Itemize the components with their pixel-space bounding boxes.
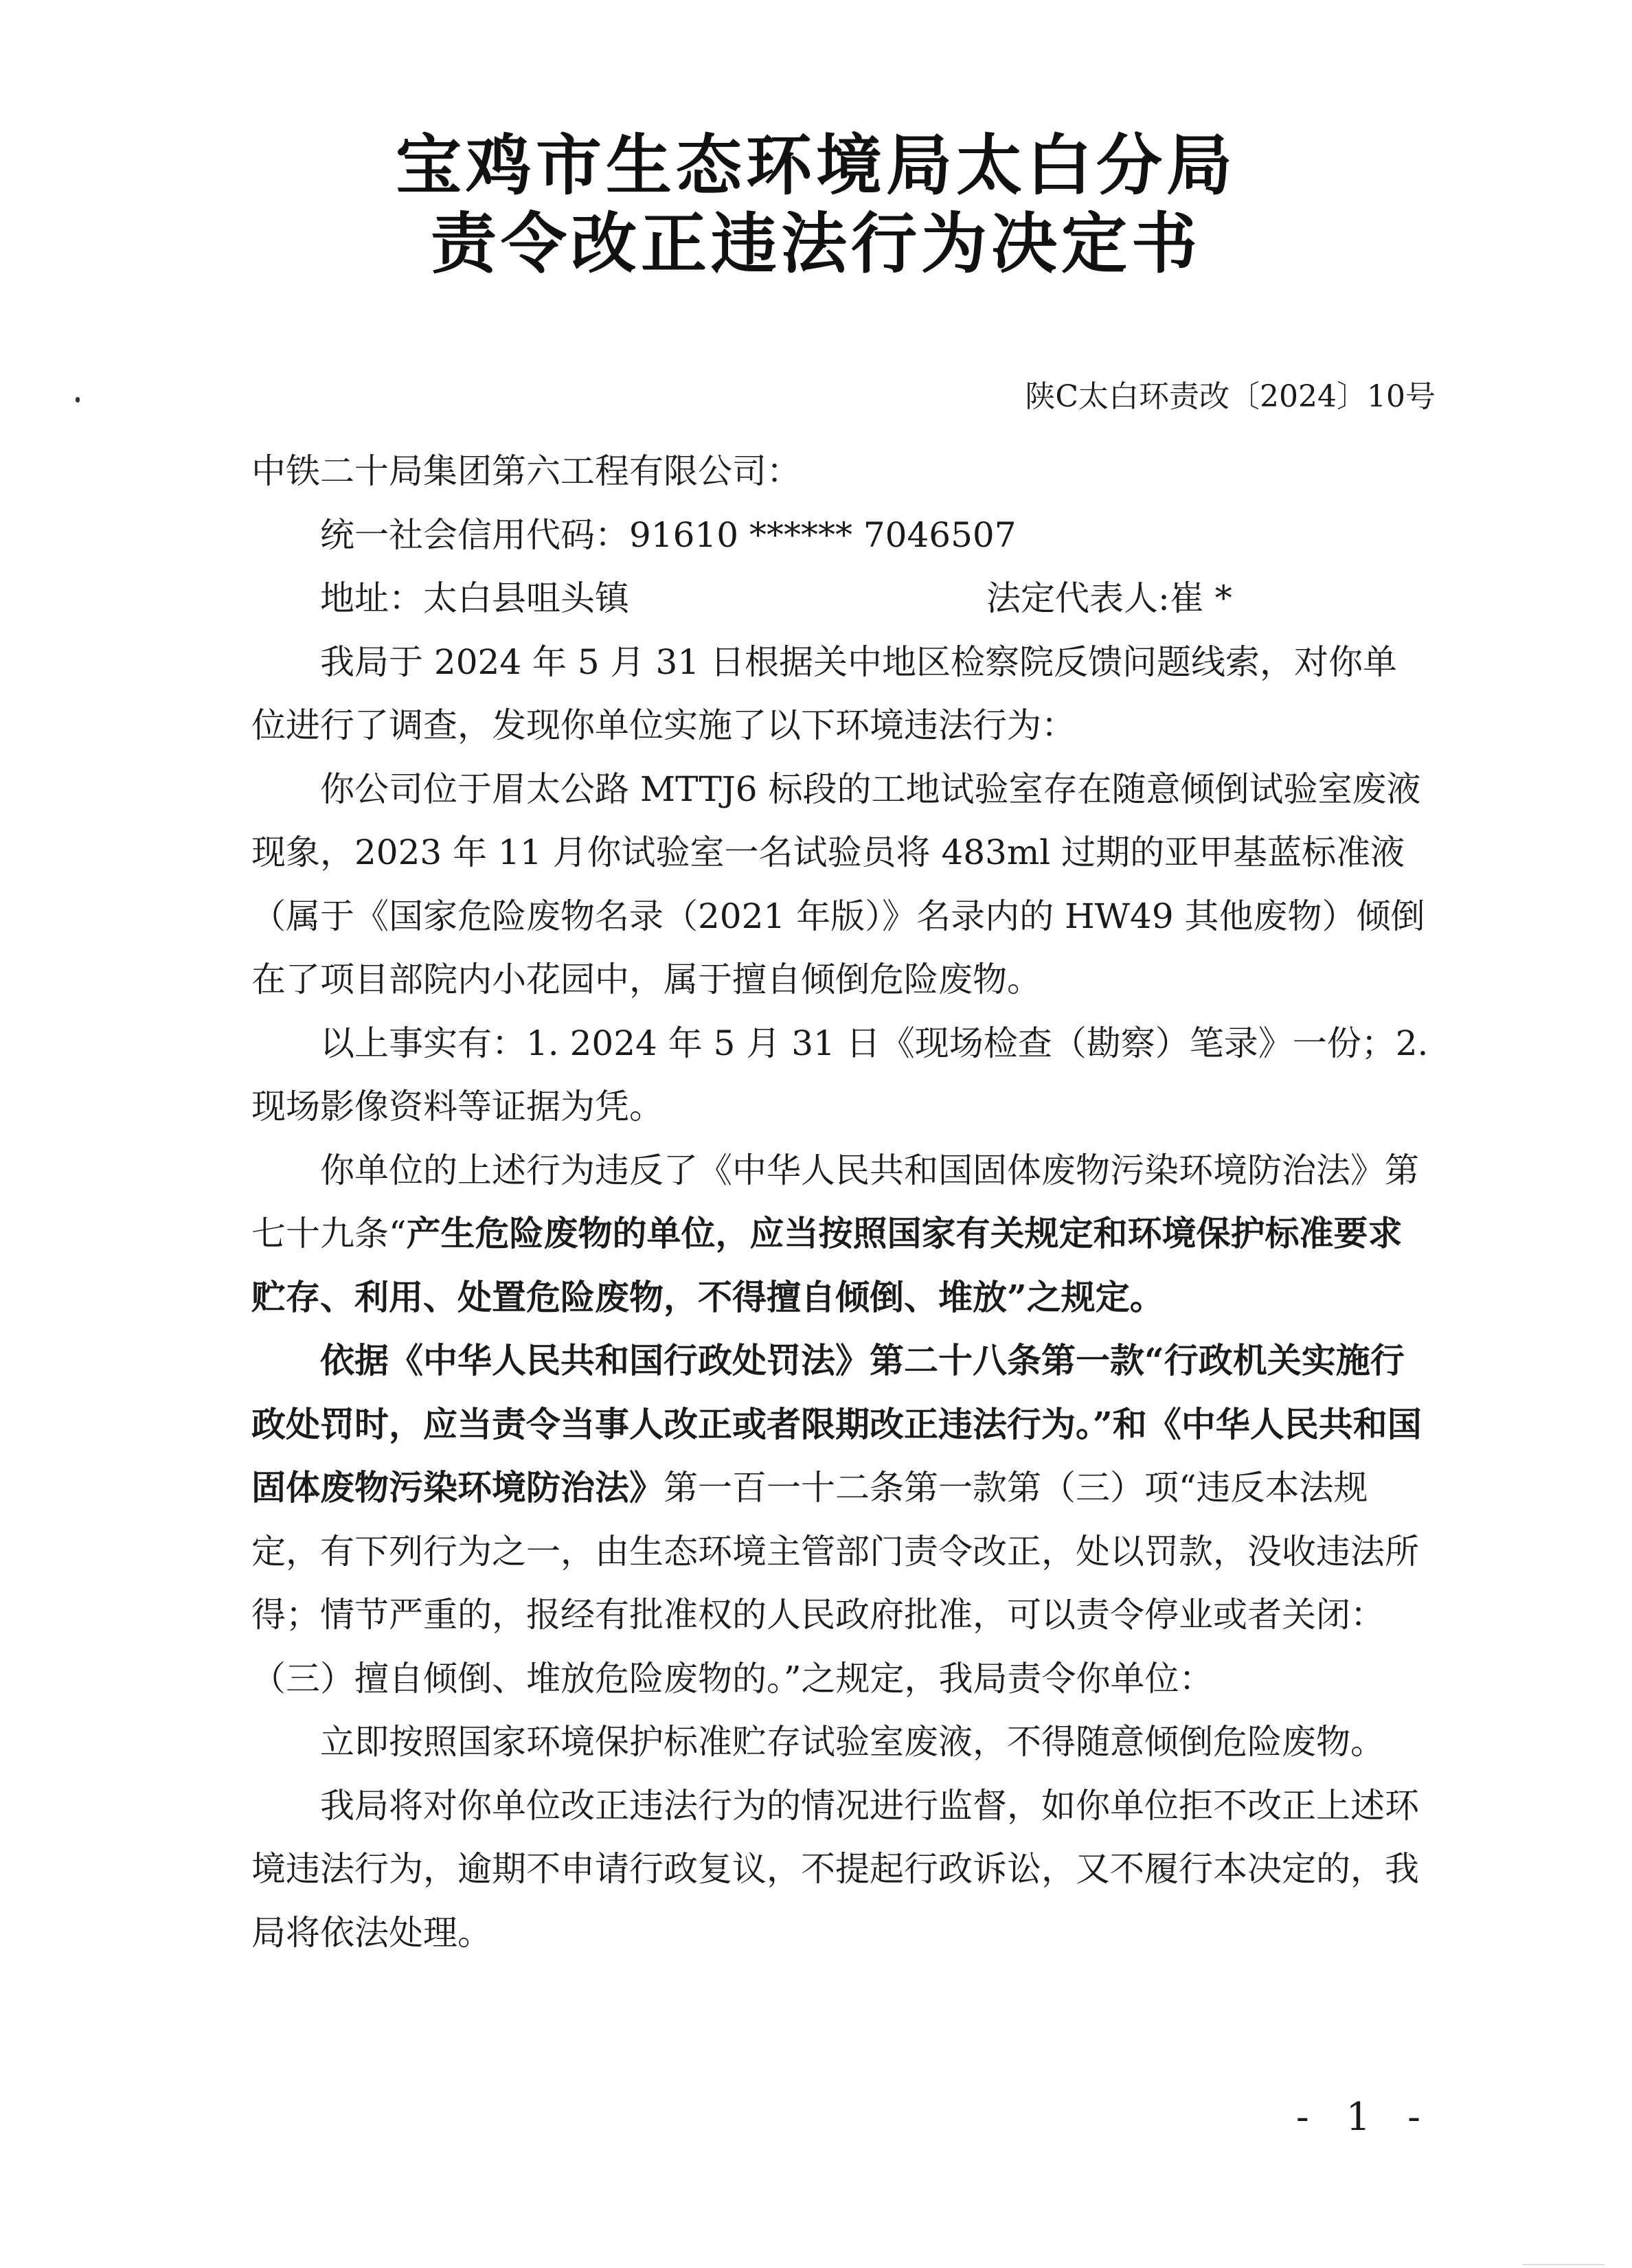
paragraph-violation-facts: 你公司位于眉太公路 MTTJ6 标段的工地试验室存在随意倾倒试验室废液现象，2023 年 11 月你试验室一名试验员将 483ml 过期的亚甲基蓝标准液（属于《国家危险废物名录（2021 年版）》名录内的 HW49 其他废物）倾倒在了项目部院内小花园中，属于擅自倾倒危险废物。 xyxy=(251,769,1425,999)
legal-basis-part2: 第一百一十二条第一款第（三）项“违反本法规定，有下列行为之一，由生态环境主管部门责令改正，处以罚款，没收违法所得；情节严重的，报经有批准权的人民政府批准，可以责令停业或者关闭：（三）擅自倾倒、堆放危险废物的。”之规定，我局责令你单位： xyxy=(251,1468,1419,1699)
paragraph-order: 立即按照国家环境保护标准贮存试验室废液，不得随意倾倒危险废物。 xyxy=(320,1722,1385,1762)
credit-code: 统一社会信用代码：91610 ****** 7046507 xyxy=(320,514,1017,555)
document-number: 陕C太白环责改〔2024〕10号 xyxy=(1025,379,1436,414)
paragraph-evidence: 以上事实有：1. 2024 年 5 月 31 日《现场检查（勘察）笔录》一份；2. 现场影像资料等证据为凭。 xyxy=(251,1023,1429,1126)
document-body xyxy=(251,440,1430,1964)
document-title-line1: 宝鸡市生态环境局太白分局 xyxy=(396,126,1236,204)
address-line xyxy=(251,567,1430,631)
address: 地址：太白县咀头镇 xyxy=(320,578,629,618)
paragraph-investigation: 我局于 2024 年 5 月 31 日根据关中地区检察院反馈问题线索，对你单位进行了调查，发现你单位实施了以下环境违法行为： xyxy=(251,642,1398,745)
law-violated-part2: 产生危险废物的单位，应当按照国家有关规定和环境保护标准要求贮存、利用、处置危险废物，不得擅自倾倒、堆放”之规定。 xyxy=(251,1213,1403,1317)
paragraph-supervision: 我局将对你单位改正违法行为的情况进行监督，如你单位拒不改正上述环境违法行为，逾期不申请行政复议，不提起行政诉讼，又不履行本决定的，我局将依法处理。 xyxy=(251,1785,1419,1953)
legal-representative: 法定代表人:崔 * xyxy=(986,578,1232,618)
paragraph-law-violated xyxy=(251,1139,1430,1330)
scan-edge xyxy=(1522,2264,1605,2265)
document-title-line2: 责令改正违法行为决定书 xyxy=(431,205,1201,282)
page-number: - 1 - xyxy=(1295,2095,1433,2140)
paragraph-legal-basis xyxy=(251,1329,1430,1710)
recipient-name: 中铁二十局集团第六工程有限公司： xyxy=(251,451,801,491)
legal-basis-part1: 依据《中华人民共和国行政处罚法》第二十八条第一款“行政机关实施行政处罚时，应当责令当事人改正或者限期改正违法行为。”和《中华人民共和国固体废物污染环境防治法》 xyxy=(251,1340,1422,1508)
law-violated-part1: 你单位的上述行为违反了《中华人民共和国固体废物污染环境防治法》第七十九条“ xyxy=(251,1150,1419,1254)
scan-mark xyxy=(76,397,80,402)
